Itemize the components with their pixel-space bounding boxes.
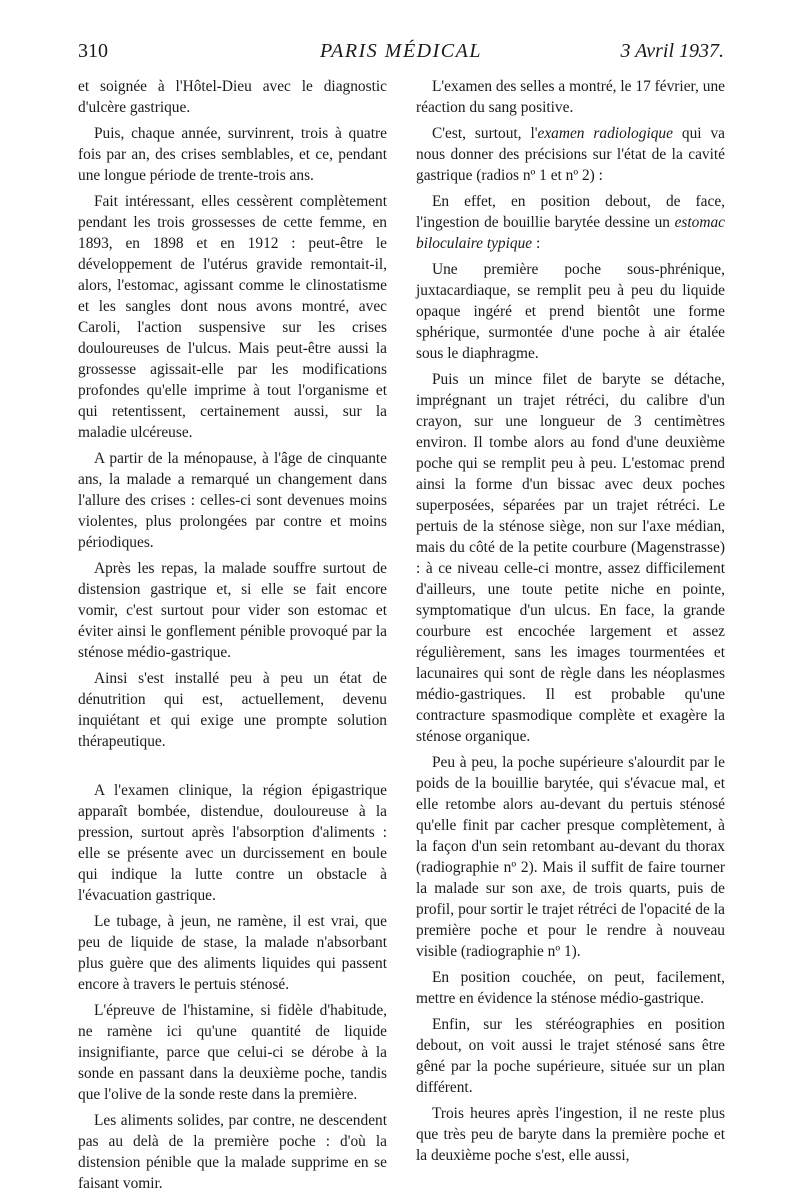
text-run: En effet, en position debout, de face, l'ingestion de bouillie barytée dessine un xyxy=(416,193,725,231)
paragraph: Enfin, sur les stéréographies en position debout, on voit aussi le trajet sténosé sans être gêné par la poche supérieure, située sur un plan différent. xyxy=(416,1016,725,1096)
journal-title: PARIS MÉDICAL xyxy=(320,40,482,62)
paragraph xyxy=(416,191,725,254)
paragraph: En position couchée, on peut, facilement, mettre en évidence la sténose médio-gastrique. xyxy=(416,969,725,1007)
right-column xyxy=(416,76,725,1171)
text-run: C'est, surtout, l' xyxy=(432,125,538,142)
paragraph: Puis un mince filet de baryte se détache, imprégnant un trajet rétréci, du calibre d'un crayon, sur une longueur de 3 centimètres environ. Il tombe alors au fond d'une deuxième poche qui se remplit peu à peu. L'estomac prend ainsi la forme d'un bissac avec deux poches superposées, séparées par un trajet rétréci. Le pertuis de la sténose siège, non sur l'axe médian, mais du côté de la petite courbure (Magenstrasse) : à ce niveau celle-ci montre, assez difficilement d'ailleurs, une toute petite niche en pointe, symptomatique d'un ulcus. En face, la grande courbure est encochée largement et assez régulièrement, sans les images tourmentées et lacunaires qui sont de règle dans les néoplasmes médio-gastriques. Il est probable qu'une contracture spasmodique complète et exagère la sténose organique. xyxy=(416,371,725,745)
paragraph: A partir de la ménopause, à l'âge de cinquante ans, la malade a remarqué un changement dans l'allure des crises : celles-ci sont devenues moins violentes, plus prolongées par contre et moins périodiques. xyxy=(78,450,387,551)
paragraph: L'examen des selles a montré, le 17 février, une réaction du sang positive. xyxy=(416,78,725,116)
text-run: : xyxy=(532,235,541,252)
paragraph: Les aliments solides, par contre, ne descendent pas au delà de la première poche : d'où la distension pénible que la malade supprime en se faisant vomir. xyxy=(78,1112,387,1192)
paragraph: Trois heures après l'ingestion, il ne reste plus que très peu de baryte dans la première poche et la deuxième poche s'est, elle aussi, xyxy=(416,1105,725,1164)
left-column xyxy=(78,76,387,1199)
paragraph: A l'examen clinique, la région épigastrique apparaît bombée, distendue, douloureuse à la pression, surtout après l'absorption d'aliments : elle se présente avec un durcissement en boule qui indique la lutte contre un obstacle à l'évacuation gastrique. xyxy=(78,782,387,904)
text-run: qui va nous donner des précisions sur l'état de la cavité gastrique (radios nº 1 et nº 2) : xyxy=(416,125,726,184)
page-header xyxy=(78,40,724,74)
paragraph: Ainsi s'est installé peu à peu un état de dénutrition qui est, actuellement, devenu inquiétant et qui exige une prompte solution thérapeutique. xyxy=(78,670,387,750)
paragraph: Peu à peu, la poche supérieure s'alourdit par le poids de la bouillie barytée, qui s'évacue mal, et elle retombe alors au-devant du pertuis sténosé qu'elle finit par cacher presque complètement, à la façon d'un sein retombant au-devant du thorax (radiographie nº 2). Mais il suffit de faire tourner la malade sur son axe, de trois quarts, puis de profil, pour sortir le trajet rétréci de l'opacité de la première poche et pour le rendre à nouveau visible (radiographie nº 1). xyxy=(416,754,725,960)
paragraph: L'épreuve de l'histamine, si fidèle d'habitude, ne ramène ici qu'une quantité de liquide insignifiante, parce que celui-ci se dérobe à la sonde en passant dans la deuxième poche, tandis que l'olive de la sonde reste dans la première. xyxy=(78,1002,387,1103)
italic-term: examen radiologique xyxy=(537,125,673,142)
paragraph: Fait intéressant, elles cessèrent complètement pendant les trois grossesses de cette femme, en 1893, en 1898 et en 1912 : peut-être le développement de l'utérus gravide remontait-il, alors, l'estomac, agissant comme le clinostatisme et les sangles dont nous avons montré, avec Caroli, l'action suspensive sur les crises douloureuses de l'ulcus. Mais peut-être aussi la grossesse agissait-elle par les modifications profondes qu'elle imprime à tout l'organisme et qui retentissent, certainement aussi, sur la maladie ulcéreuse. xyxy=(78,193,387,441)
paragraph: Puis, chaque année, survinrent, trois à quatre fois par an, des crises semblables, et ce, pendant une longue période de trente-trois ans. xyxy=(78,125,387,184)
paragraph: Le tubage, à jeun, ne ramène, il est vrai, que peu de liquide de stase, la malade n'absorbant plus guère que des aliments liquides qui passent encore à travers le pertuis sténosé. xyxy=(78,913,387,993)
issue-date: 3 Avril 1937. xyxy=(620,40,724,62)
page-number: 310 xyxy=(78,40,108,62)
paragraph: et soignée à l'Hôtel-Dieu avec le diagnostic d'ulcère gastrique. xyxy=(78,78,387,116)
italic-term: estomac biloculaire typique xyxy=(416,214,725,252)
paragraph xyxy=(416,123,725,186)
paragraph: Après les repas, la malade souffre surtout de distension gastrique et, si elle se fait encore vomir, c'est surtout pour vider son estomac et éviter ainsi le gonflement pénible provoqué par la sténose médio-gastrique. xyxy=(78,560,387,661)
paragraph: Une première poche sous-phrénique, juxtacardiaque, se remplit peu à peu du liquide opaque ingéré et prend bientôt une forme sphérique, surmontée d'une poche à air étalée sous le diaphragme. xyxy=(416,261,725,362)
